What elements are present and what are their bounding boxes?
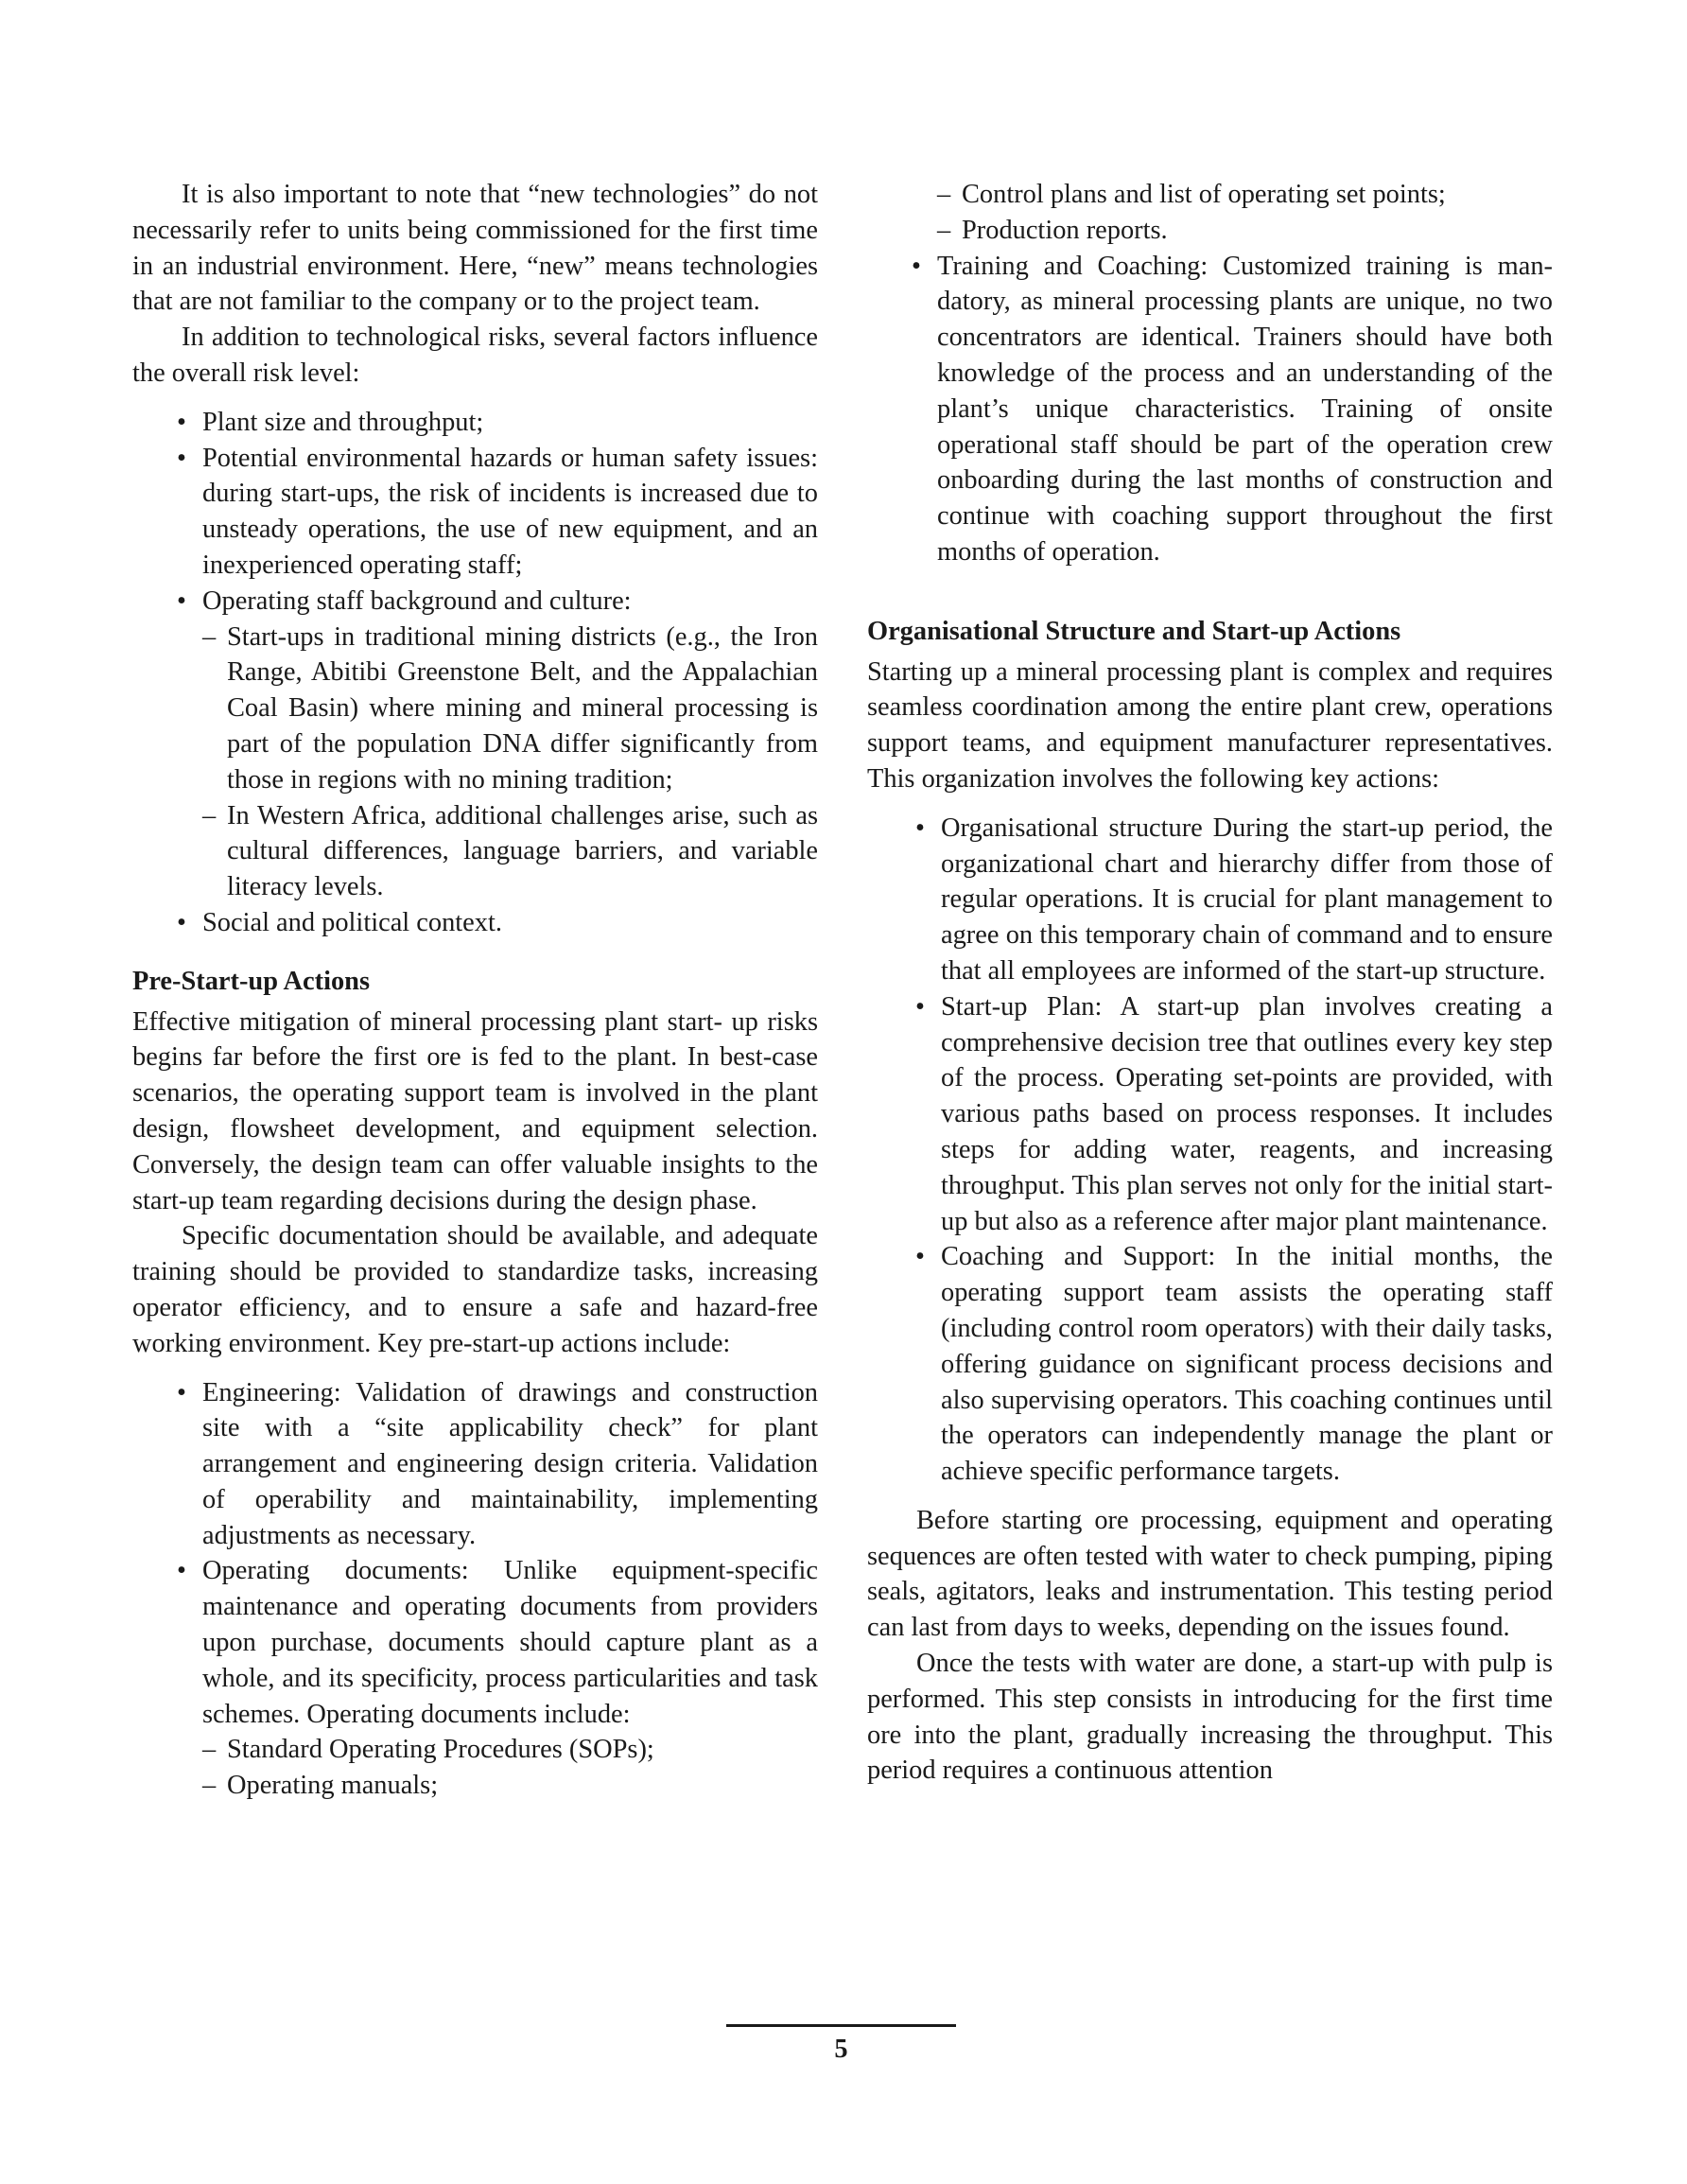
section-heading-organisational-structure: Organisational Structure and Start-up Actions: [867, 616, 1401, 646]
right-column: [867, 177, 1553, 1789]
list-item: – Control plans and list of operating set points;: [962, 177, 1553, 213]
paragraph-specific-documentation: Specific documentation should be available, and adequate training should be provided to standardize tasks, increasing operator efficiency, and to ensure a safe and hazard-free working environment. Key pre-start-up actions include:: [132, 1221, 818, 1358]
list-item: • Start-up Plan: A start-up plan involves creating a comprehensive decision tree that outlines every key step of the process. Operating set-points are provided, with various paths based on process responses. It includes steps for adding water, reagents, and increasing throughput. This plan serves not only for the initial start-up but also as a reference after major plant maintenance.: [941, 989, 1553, 1240]
pre-startup-actions-list: [202, 1375, 818, 1805]
pre-startup-actions-list-continued: [937, 249, 1553, 570]
paragraph-effective-mitigation: Effective mitigation of mineral processing plant start- up risks begins far before the first ore is fed to the plant. In best-case scenarios, the operating support team is involved in the plant design, flowsheet development, and equipment selection. Conversely, the design team can offer valuable insights to the start-up team regarding decisions during the design phase.: [132, 1006, 818, 1215]
list-item: – In Western Africa, additional challenges arise, such as cultural differences, language barriers, and variable literacy levels.: [227, 798, 818, 905]
risk-factor-list: [202, 405, 818, 941]
paragraph-risk-factors-intro: In addition to technological risks, several factors influence the overall risk level:: [132, 323, 818, 388]
startup-actions-list: [941, 811, 1553, 1490]
operating-documents-sublist: [227, 1732, 818, 1804]
list-item: • Training and Coaching: Customized training is mandatory, as mineral processing plants are unique, no two concentrators are identical. Trainers should have both knowledge of the process and an understanding of the plant’s unique characteristics. Training of onsite operational staff should be part of the operation crew onboarding during the last months of construction and continue with coaching support throughout the first months of operation.: [937, 249, 1553, 570]
paragraph-starting-up: Starting up a mineral processing plant is complex and requires seamless coordination among the entire plant crew, operations support teams, and equipment manufacturer representatives. This organization involves the following key actions:: [867, 656, 1553, 794]
list-item: – Start-ups in traditional mining districts (e.g., the Iron Range, Abitibi Greenstone Belt, and the Appalachian Coal Basin) where mining and mineral processing is part of the population DNA differ significantly from those in regions with no mining tradition;: [227, 620, 818, 798]
operating-documents-sublist-continued: [962, 177, 1553, 249]
list-item: • Potential environmental hazards or human safety issues: during start-ups, the risk of incidents is increased due to unsteady operations, the use of new equipment, and an inexperienced operating staff;: [202, 441, 818, 584]
list-item: • Social and political context.: [202, 905, 818, 941]
list-item: – Operating manuals;: [227, 1768, 818, 1804]
left-column: [132, 177, 818, 1804]
list-item: • Coaching and Support: In the initial months, the operating support team assists the operating staff (including control room operators) with their daily tasks, offering guidance on significant process decisions and also supervising operators. This coaching continues until the operators can independently manage the plant or achieve specific performance targets.: [941, 1239, 1553, 1490]
paragraph-new-technologies: It is also important to note that “new technologies” do not necessarily refer to units being commissioned for the first time in an industrial environment. Here, “new” means technologies that are not familiar to the company or to the project team.: [132, 180, 818, 317]
list-item: – Standard Operating Procedures (SOPs);: [227, 1732, 818, 1768]
page-number: 5: [834, 2035, 848, 2064]
paragraph-water-testing: Before starting ore processing, equipment and operating sequences are often tested with water to check pumping, piping seals, agitators, leaks and instrumentation. This testing period can last from days to weeks, depending on the issues found.: [867, 1505, 1553, 1643]
paragraph-pulp-startup: Once the tests with water are done, a start-up with pulp is performed. This step consists in introducing for the first time ore into the plant, gradually increasing the throughput. This period requires a continuous attention: [867, 1649, 1553, 1786]
staff-background-sublist: [227, 620, 818, 905]
list-item: • Operating staff background and culture: – Start-ups in traditional mining districts (e.g., the Iron Range, Abitibi Greenstone Belt, and the Appalachian Coal Basin) where mining and mineral processing is part of the population DNA differ significantly from those in regions with no mining tradition; – In Western Africa, additional challenges arise, such as cultural differences, language barriers, and variable literacy levels.: [202, 584, 818, 905]
list-item: • Organisational structure During the start-up period, the organizational chart and hierarchy differ from those of regular operations. It is crucial for plant management to agree on this temporary chain of command and to ensure that all employees are informed of the start-up structure.: [941, 811, 1553, 989]
list-item: • Operating documents: Unlike equipment-specific maintenance and operating documents from providers upon purchase, documents should capture plant as a whole, and its specificity, process particularities and task schemes. Operating documents include: – Standard Operating Procedures (SOPs); – Operating manuals;: [202, 1553, 818, 1804]
footer-rule: [726, 2024, 956, 2027]
list-item: – Production reports.: [962, 213, 1553, 249]
list-item: • Plant size and throughput;: [202, 405, 818, 441]
section-heading-pre-startup: Pre-Start-up Actions: [132, 966, 371, 996]
list-item: • Engineering: Validation of drawings and construction site with a “site applicability check” for plant arrangement and engineering design criteria. Validation of operability and maintainability, implementing adjustments as necessary.: [202, 1375, 818, 1554]
